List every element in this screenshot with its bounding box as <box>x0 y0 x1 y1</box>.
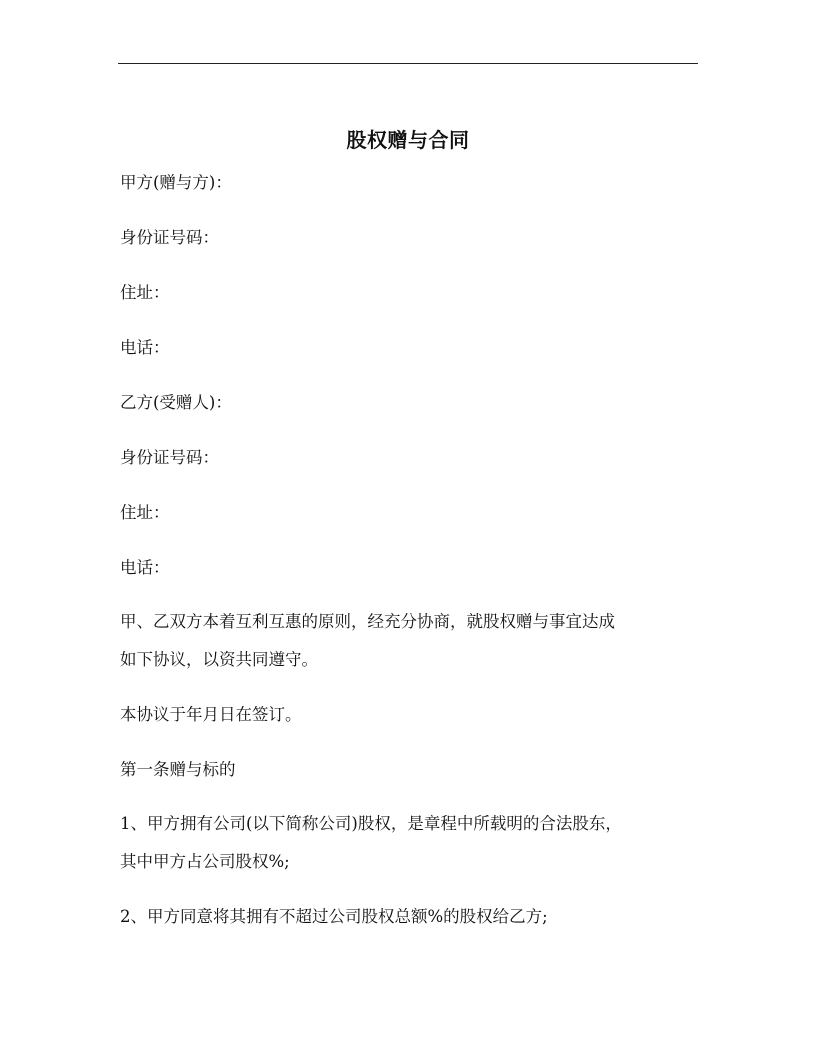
party-b-label: 乙方(受赠人)： <box>120 393 232 412</box>
signing-statement: 本协议于年月日在签订。 <box>120 705 302 724</box>
header-rule <box>118 63 698 64</box>
preamble-line-2: 如下协议，以资共同遵守。 <box>120 650 318 669</box>
article-1-heading: 第一条赠与标的 <box>120 760 236 779</box>
article-1-item-1-line-1: 1、甲方拥有公司(以下简称公司)股权，是章程中所载明的合法股东， <box>120 814 622 833</box>
party-b-phone-label: 电话： <box>120 558 170 577</box>
party-a-phone-label: 电话： <box>120 338 170 357</box>
party-a-label: 甲方(赠与方)： <box>120 173 232 192</box>
preamble-line-1: 甲、乙双方本着互利互惠的原则，经充分协商，就股权赠与事宜达成 <box>120 612 615 631</box>
party-b-address-label: 住址： <box>120 503 170 522</box>
party-a-address-label: 住址： <box>120 283 170 302</box>
article-1-item-2: 2、甲方同意将其拥有不超过公司股权总额%的股权给乙方; <box>120 907 548 926</box>
party-b-id-label: 身份证号码： <box>120 448 219 467</box>
party-a-id-label: 身份证号码： <box>120 228 219 247</box>
article-1-item-1-line-2: 其中甲方占公司股权%; <box>120 852 290 871</box>
document-title: 股权赠与合同 <box>346 128 470 152</box>
